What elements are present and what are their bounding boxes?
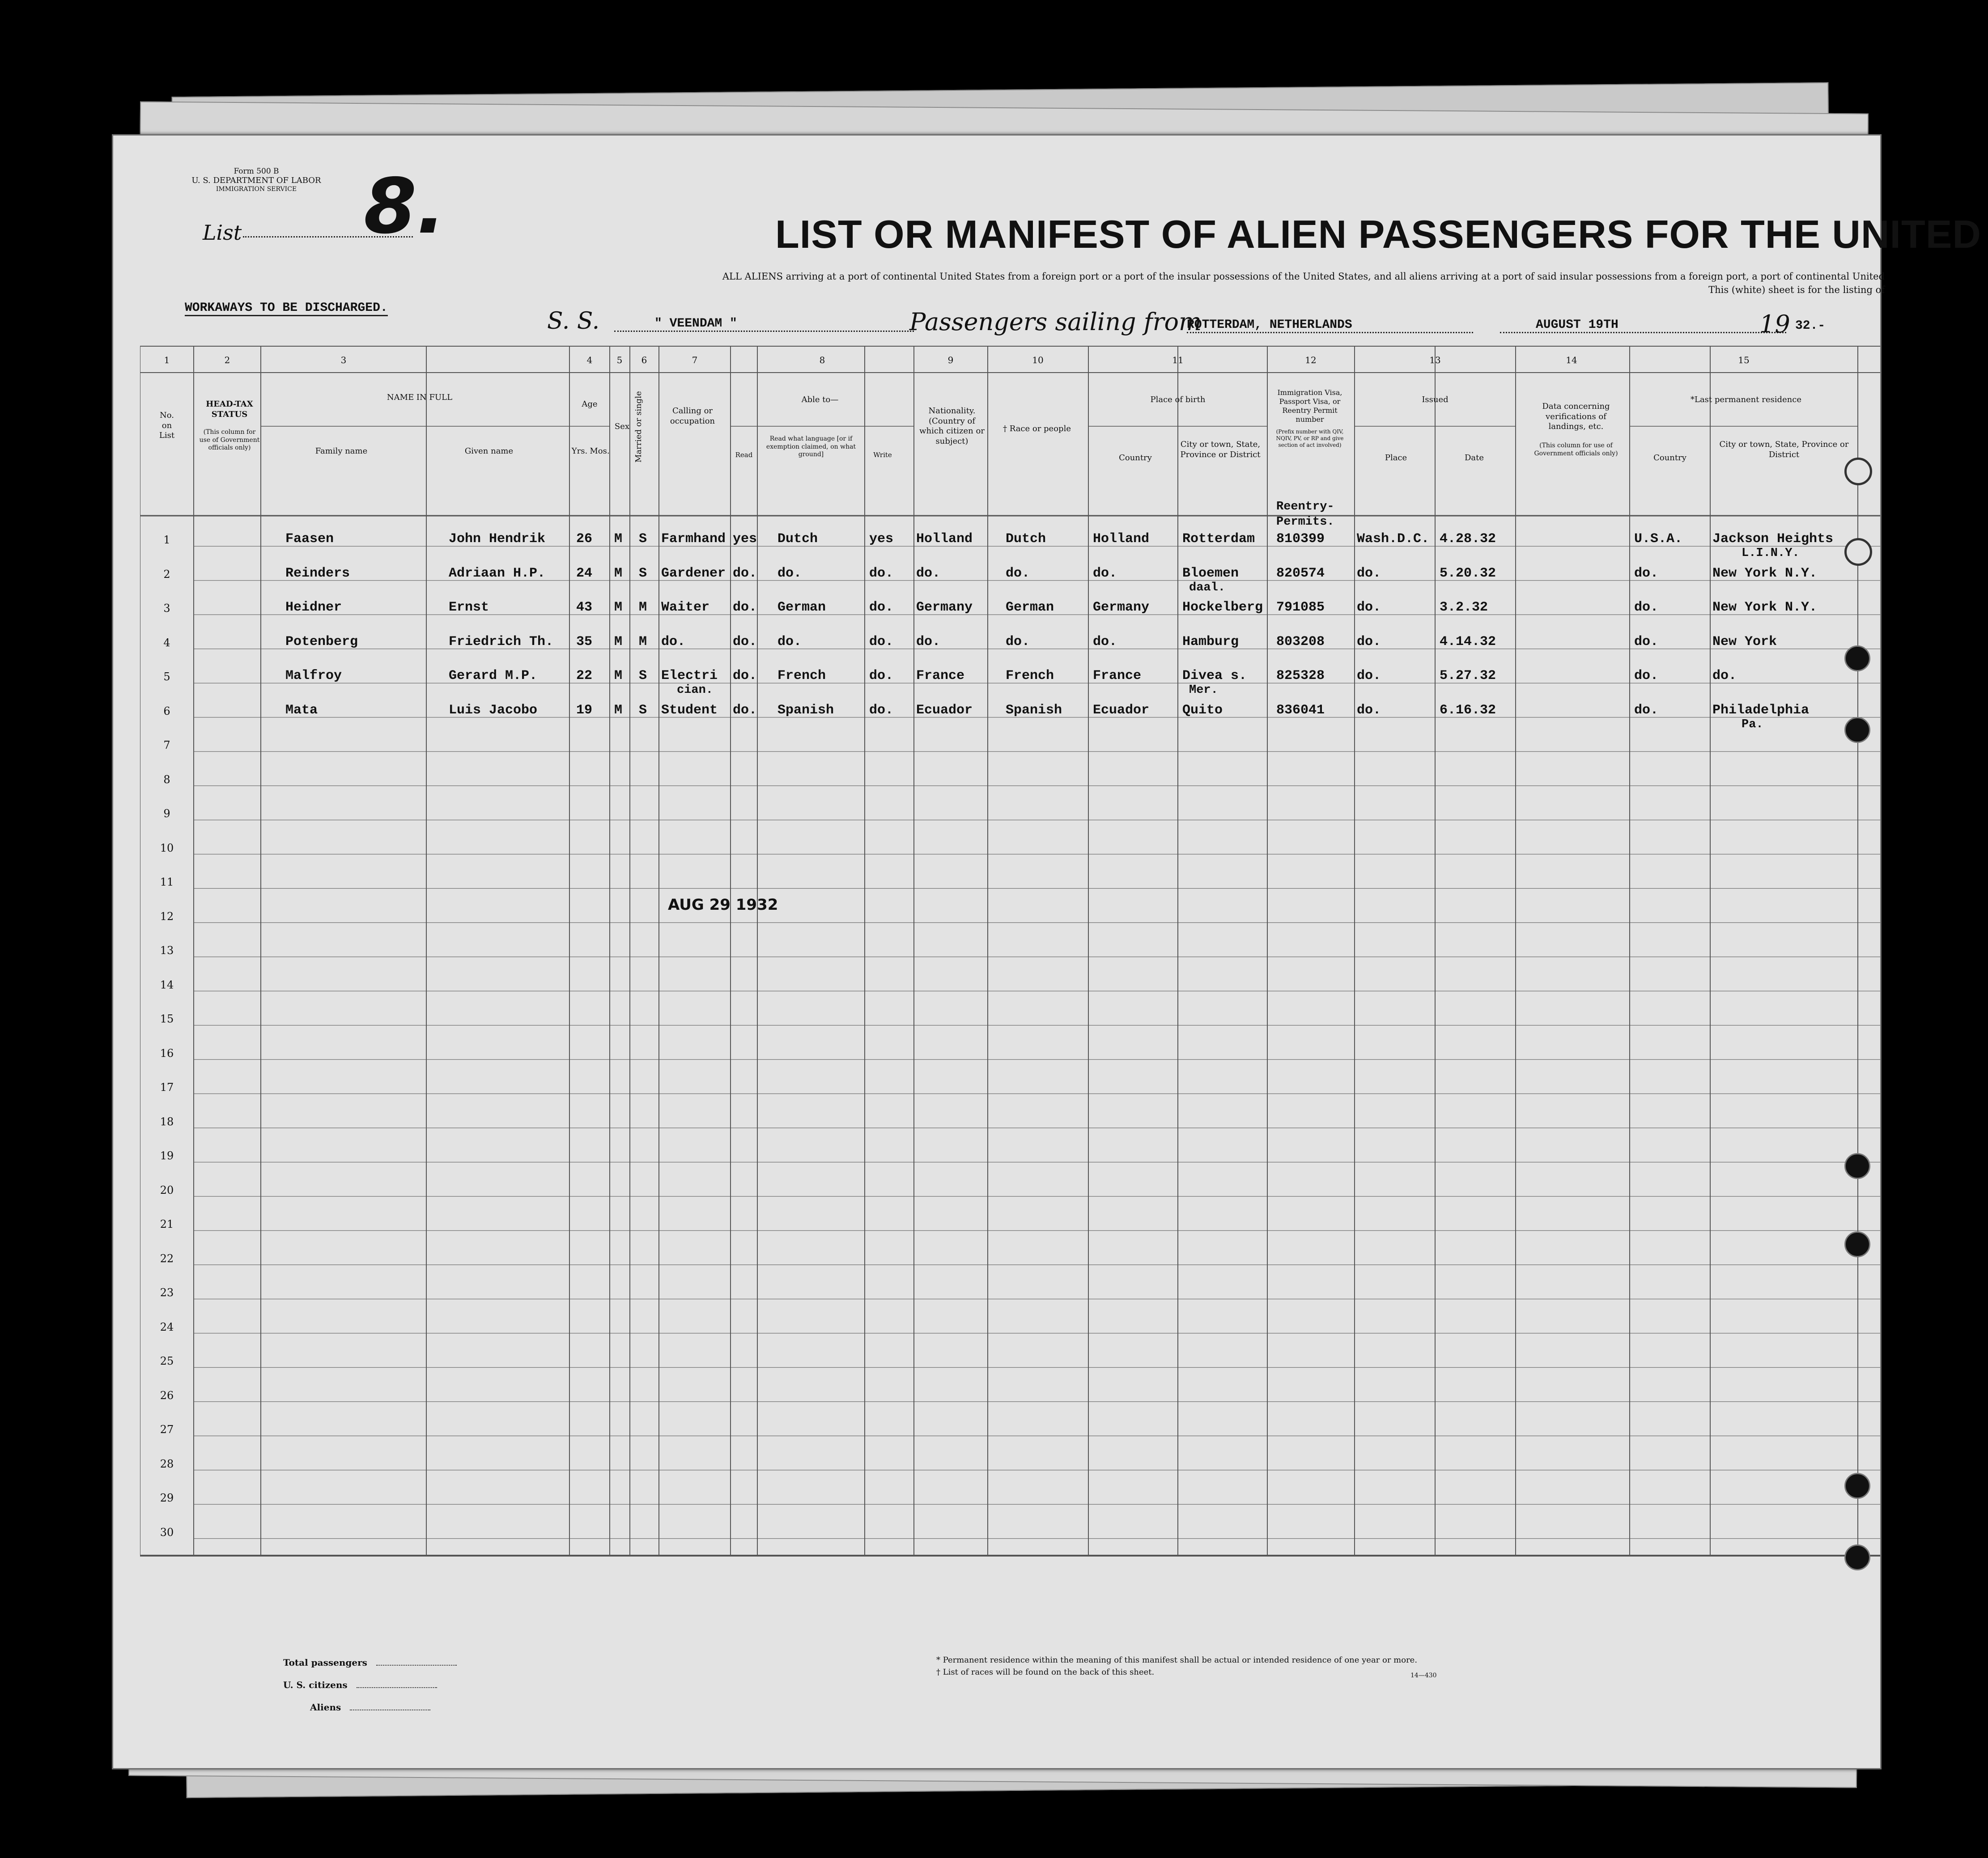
read-language: do. <box>777 634 802 649</box>
nationality: Holland <box>916 531 973 547</box>
header-data-concerning: Data concerning verifications of landings, etc. <box>1542 402 1610 431</box>
residence-country: U.S.A. <box>1634 531 1683 547</box>
can-read: do. <box>733 702 757 718</box>
birth-country: Germany <box>1093 600 1150 615</box>
punch-hole <box>1844 645 1870 671</box>
list-label: List <box>203 221 242 245</box>
birth-city: Hockelberg <box>1182 600 1263 615</box>
row-number: 14 <box>160 978 174 991</box>
family-name: Malfroy <box>285 668 342 683</box>
column-number: 3 <box>340 355 347 365</box>
row-number: 4 <box>163 636 170 649</box>
given-name: John Hendrik <box>449 531 546 547</box>
residence-city-continued: Pa. <box>1742 717 1763 731</box>
footnote-races: † List of races will be found on the back of this sheet. <box>936 1667 1155 1677</box>
sex: M <box>614 634 623 649</box>
header-place-of-birth: Place of birth <box>1150 395 1206 404</box>
sailing-date: AUGUST 19TH <box>1500 318 1786 333</box>
residence-country: do. <box>1634 702 1659 718</box>
age-years: 22 <box>576 668 593 683</box>
issued-date: 4.28.32 <box>1440 531 1496 547</box>
nationality: do. <box>916 565 941 581</box>
footnote-code: 14—430 <box>1410 1672 1437 1679</box>
row-number: 11 <box>160 876 174 888</box>
marital-status: M <box>639 634 647 649</box>
punch-hole <box>1844 717 1870 743</box>
birth-city-continued: daal. <box>1189 581 1226 594</box>
aliens-label: Aliens <box>310 1702 341 1713</box>
form-number: Form 500 B <box>234 167 279 176</box>
read-language: Dutch <box>777 531 818 547</box>
row-number: 23 <box>160 1286 174 1299</box>
sex: M <box>614 565 623 581</box>
occupation: do. <box>661 634 686 649</box>
column-number: 4 <box>586 355 593 365</box>
row-number: 5 <box>163 670 170 683</box>
family-name: Reinders <box>285 565 350 581</box>
birth-city: Quito <box>1182 702 1223 718</box>
row-number: 28 <box>160 1457 174 1470</box>
residence-city: New York N.Y. <box>1712 565 1818 581</box>
marital-status: S <box>639 531 647 547</box>
sex: M <box>614 531 623 547</box>
race: do. <box>1006 634 1030 649</box>
header-issued-date: Date <box>1464 453 1484 462</box>
row-number: 1 <box>163 534 170 546</box>
year-prefix: 19 <box>1759 310 1790 338</box>
row-number: 9 <box>163 807 170 820</box>
row-number: 17 <box>160 1081 174 1094</box>
list-number: 8. <box>364 162 446 251</box>
workaways-note: WORKAWAYS TO BE DISCHARGED. <box>185 301 388 316</box>
occupation: Farmhand <box>661 531 726 547</box>
residence-country: do. <box>1634 634 1659 649</box>
can-write: do. <box>869 702 894 718</box>
residence-country: do. <box>1634 565 1659 581</box>
birth-country: do. <box>1093 565 1117 581</box>
row-number: 29 <box>160 1492 174 1504</box>
read-language: French <box>777 668 826 683</box>
visa-number: 825328 <box>1276 668 1325 683</box>
nationality: France <box>916 668 965 683</box>
issued-place: do. <box>1357 634 1381 649</box>
header-data-note: (This column for use of Government officials only) <box>1534 442 1618 457</box>
header-head-tax: HEAD-TAX STATUS <box>206 399 253 419</box>
occupation-continued: cian. <box>677 683 714 697</box>
row-number: 19 <box>160 1150 174 1162</box>
subtitle <box>337 270 1885 297</box>
row-number: 25 <box>160 1355 174 1367</box>
row-number: 3 <box>163 602 170 615</box>
can-write: do. <box>869 634 894 649</box>
header-race: † Race or people <box>1003 424 1071 433</box>
department: U. S. DEPARTMENT OF LABOR <box>191 176 321 186</box>
row-number: 15 <box>160 1013 174 1025</box>
inspection-stamp: AUG 29 1932 <box>668 896 778 914</box>
can-read: do. <box>733 668 757 683</box>
header-age: Age <box>582 399 598 409</box>
row-number: 22 <box>160 1252 174 1265</box>
header-read-language: Read what language [or if exemption claimed, on what ground] <box>766 435 856 458</box>
birth-city: Divea s. <box>1182 668 1247 683</box>
visa-number: 836041 <box>1276 702 1325 718</box>
row-number: 7 <box>163 739 170 751</box>
birth-city-continued: Mer. <box>1189 683 1218 697</box>
row-number: 6 <box>163 704 170 717</box>
birth-country: do. <box>1093 634 1117 649</box>
header-birth-country: Country <box>1119 453 1152 462</box>
header-name-in-full: NAME IN FULL <box>387 393 453 402</box>
sailing-label: Passengers sailing from <box>909 308 1202 336</box>
age-years: 24 <box>576 565 593 581</box>
header-no-on-list: No. on List <box>159 411 175 440</box>
occupation: Gardener <box>661 565 726 581</box>
age-years: 43 <box>576 600 593 615</box>
sex: M <box>614 702 623 718</box>
issued-date: 5.20.32 <box>1440 565 1496 581</box>
nationality: Ecuador <box>916 702 973 718</box>
family-name: Faasen <box>285 531 334 547</box>
ship-name: " VEENDAM " <box>614 317 914 332</box>
given-name: Adriaan H.P. <box>449 565 546 581</box>
header-read: Read <box>735 451 753 459</box>
row-number: 10 <box>160 841 174 854</box>
residence-city: do. <box>1712 668 1737 683</box>
header-issued-place: Place <box>1385 453 1407 462</box>
departure-port: ROTTERDAM, NETHERLANDS <box>1187 318 1473 333</box>
header-last-residence: *Last permanent residence <box>1690 395 1801 404</box>
punch-hole <box>1844 1231 1870 1257</box>
header-able-to: Able to— <box>801 395 839 404</box>
marital-status: S <box>639 702 647 718</box>
ss-label: S. S. <box>547 308 600 335</box>
column-number: 9 <box>947 355 954 365</box>
header-calling: Calling or occupation <box>670 406 715 426</box>
age-years: 26 <box>576 531 593 547</box>
race: German <box>1006 600 1054 615</box>
header-given-name: Given name <box>464 446 514 456</box>
issued-date: 5.27.32 <box>1440 668 1496 683</box>
punch-hole <box>1844 538 1872 566</box>
age-years: 35 <box>576 634 593 649</box>
birth-city: Hamburg <box>1182 634 1239 649</box>
column-number: 8 <box>819 355 825 365</box>
column-number: 2 <box>224 355 230 365</box>
birth-country: Ecuador <box>1093 702 1150 718</box>
column-number: 1 <box>164 355 170 365</box>
visa-number: 803208 <box>1276 634 1325 649</box>
nationality: do. <box>916 634 941 649</box>
read-language: German <box>777 600 826 615</box>
occupation: Waiter <box>661 600 710 615</box>
header-head-tax-note: (This column for use of Government officials only) <box>199 428 260 451</box>
read-language: Spanish <box>777 702 834 718</box>
header-write: Write <box>873 451 892 459</box>
row-number: 21 <box>160 1218 174 1230</box>
row-number: 13 <box>160 944 174 957</box>
visa-header-note: Reentry- <box>1276 500 1334 513</box>
column-number: 14 <box>1566 355 1577 365</box>
birth-city: Rotterdam <box>1182 531 1255 547</box>
visa-number: 791085 <box>1276 600 1325 615</box>
can-write: do. <box>869 565 894 581</box>
row-number: 12 <box>160 910 174 923</box>
total-passengers-label: Total passengers <box>283 1657 367 1668</box>
punch-hole <box>1844 1153 1870 1179</box>
row-number: 2 <box>163 568 170 581</box>
given-name: Gerard M.P. <box>449 668 538 683</box>
can-read: yes <box>733 531 757 547</box>
page-title: LIST OR MANIFEST OF ALIEN PASSENGERS FOR THE UNITED <box>775 212 1981 256</box>
issued-place: Wash.D.C. <box>1357 531 1430 547</box>
marital-status: M <box>639 600 647 615</box>
can-read: do. <box>733 565 757 581</box>
birth-city: Bloemen <box>1182 565 1239 581</box>
manifest-table <box>140 346 1880 1656</box>
can-read: do. <box>733 634 757 649</box>
form-info <box>171 167 341 193</box>
header-yrs: Yrs. <box>571 446 588 456</box>
column-number: 6 <box>641 355 647 365</box>
column-number: 5 <box>616 355 623 365</box>
column-number: 13 <box>1429 355 1441 365</box>
us-citizens-label: U. S. citizens <box>283 1680 348 1690</box>
punch-hole <box>1844 1544 1870 1570</box>
subtitle-line-2: This (white) sheet is for the listing of <box>1708 284 1885 296</box>
marital-status: S <box>639 565 647 581</box>
can-read: do. <box>733 600 757 615</box>
header-res-country: Country <box>1653 453 1686 462</box>
subtitle-line-1: ALL ALIENS arriving at a port of continental United States from a foreign port or a port of the insular possessions of the United States, and all aliens arriving at a port of said insular possessions from a foreign port, a port of continental United <box>722 271 1885 282</box>
us-citizens-total <box>283 1680 437 1690</box>
header-visa-note: (Prefix number with QIV, NQIV, PV, or RP and give section of act involved) <box>1276 428 1344 448</box>
residence-city-continued: L.I.N.Y. <box>1742 547 1800 560</box>
issued-place: do. <box>1357 565 1381 581</box>
row-number: 18 <box>160 1115 174 1128</box>
header-birth-city: City or town, State, Province or District <box>1180 440 1261 459</box>
residence-city: Jackson Heights <box>1712 531 1834 547</box>
sex: M <box>614 600 623 615</box>
family-name: Heidner <box>285 600 342 615</box>
manifest-sheet <box>112 134 1981 1769</box>
residence-country: do. <box>1634 600 1659 615</box>
read-language: do. <box>777 565 802 581</box>
header-sex: Sex <box>614 422 630 431</box>
column-number: 7 <box>692 355 698 365</box>
residence-country: do. <box>1634 668 1659 683</box>
issued-place: do. <box>1357 702 1381 718</box>
header-nationality: Nationality. (Country of which citizen or subject) <box>919 406 985 446</box>
issued-place: do. <box>1357 668 1381 683</box>
marital-status: S <box>639 668 647 683</box>
aliens-total <box>310 1702 430 1713</box>
header-visa: Immigration Visa, Passport Visa, or Reentry Permit number <box>1277 388 1342 424</box>
issued-date: 4.14.32 <box>1440 634 1496 649</box>
service: IMMIGRATION SERVICE <box>216 185 297 193</box>
header-mos: Mos. <box>590 446 610 456</box>
race: Dutch <box>1006 531 1046 547</box>
row-number: 20 <box>160 1184 174 1196</box>
issued-date: 3.2.32 <box>1440 600 1488 615</box>
residence-city: Philadelphia <box>1712 702 1810 718</box>
punch-hole <box>1844 1473 1870 1499</box>
can-write: do. <box>869 600 894 615</box>
total-passengers <box>283 1657 457 1668</box>
header-family-name: Family name <box>315 446 368 456</box>
column-number: 15 <box>1738 355 1750 365</box>
row-number: 16 <box>160 1047 174 1060</box>
birth-country: France <box>1093 668 1142 683</box>
sex: M <box>614 668 623 683</box>
visa-number: 820574 <box>1276 565 1325 581</box>
given-name: Friedrich Th. <box>449 634 554 649</box>
birth-country: Holland <box>1093 531 1150 547</box>
header-married: Married or single <box>633 391 643 463</box>
nationality: Germany <box>916 600 973 615</box>
row-number: 27 <box>160 1423 174 1436</box>
column-number: 10 <box>1032 355 1044 365</box>
can-write: yes <box>869 531 894 547</box>
punch-hole <box>1844 458 1872 485</box>
occupation: Student <box>661 702 718 718</box>
age-years: 19 <box>576 702 593 718</box>
issued-place: do. <box>1357 600 1381 615</box>
year-suffix: 32.- <box>1795 319 1826 333</box>
visa-number: 810399 <box>1276 531 1325 547</box>
family-name: Mata <box>285 702 318 718</box>
row-number: 8 <box>163 773 170 786</box>
race: French <box>1006 668 1054 683</box>
row-number: 24 <box>160 1320 174 1333</box>
given-name: Ernst <box>449 600 489 615</box>
column-number: 11 <box>1172 355 1184 365</box>
occupation: Electri <box>661 668 718 683</box>
column-number: 12 <box>1305 355 1317 365</box>
row-number: 26 <box>160 1389 174 1402</box>
given-name: Luis Jacobo <box>449 702 538 718</box>
row-number: 30 <box>160 1526 174 1539</box>
residence-city: New York <box>1712 634 1777 649</box>
header-issued: Issued <box>1422 395 1449 404</box>
race: Spanish <box>1006 702 1062 718</box>
visa-header-note: Permits. <box>1276 515 1334 529</box>
residence-city: New York N.Y. <box>1712 600 1818 615</box>
footnote-permanent: * Permanent residence within the meaning of this manifest shall be actual or intended residence of one year or more. <box>936 1655 1418 1665</box>
family-name: Potenberg <box>285 634 358 649</box>
issued-date: 6.16.32 <box>1440 702 1496 718</box>
can-write: do. <box>869 668 894 683</box>
header-res-city: City or town, State, Province or District <box>1719 440 1849 459</box>
race: do. <box>1006 565 1030 581</box>
